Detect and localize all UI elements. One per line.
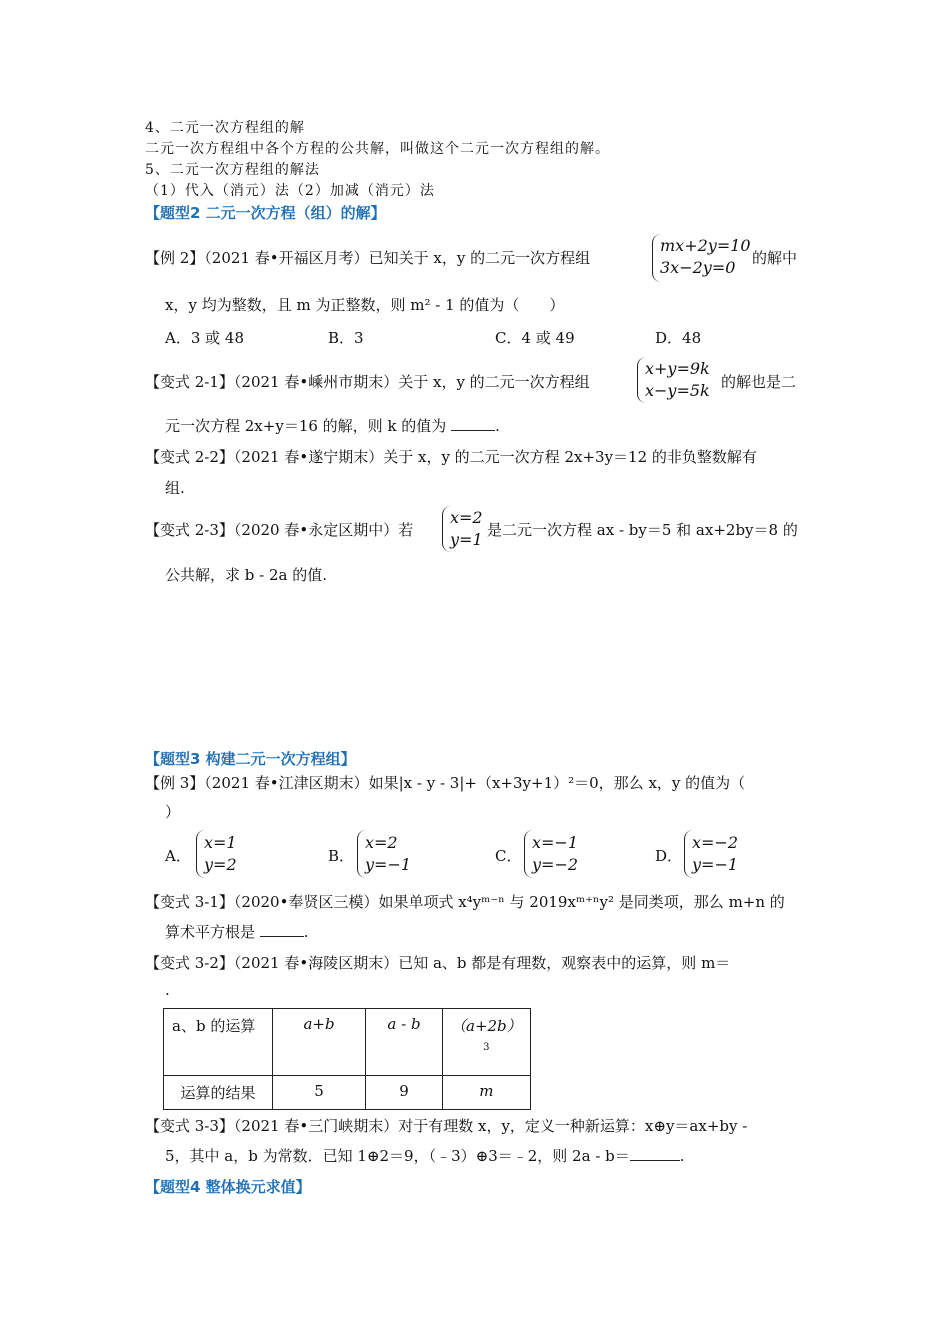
section-3-heading: 【题型3 构建二元一次方程组】 [145, 750, 356, 768]
variant-3-3-line-2 [165, 1146, 685, 1166]
variant-3-3-line-1: 【变式 3-3】（2021 春•三门峡期末）对于有理数 x，y，定义一种新运算：x⊕y＝ax+by - [145, 1117, 748, 1135]
variant-2-2-line-2: 组. [165, 479, 185, 497]
operation-table [163, 1008, 531, 1110]
equation: x=−1 [532, 833, 579, 852]
option-a-label: A． [165, 847, 191, 865]
equation: x=2 [450, 508, 483, 527]
equation: x+y=9k [645, 359, 710, 378]
table-row [164, 1076, 531, 1110]
section-2-heading: 【题型2 二元一次方程（组）的解】 [145, 204, 386, 222]
equation: x=1 [204, 833, 237, 852]
option-c-label: C． [495, 847, 522, 865]
answer-blank[interactable] [260, 922, 304, 937]
option-a-system [196, 832, 237, 876]
example-2-tail: 的解中 [752, 249, 798, 267]
intro-line-3: 5、二元一次方程组的解法 [145, 162, 320, 178]
period: . [303, 923, 309, 941]
equation: x=−2 [692, 833, 739, 852]
example-2-system [652, 235, 751, 279]
option-c: C．4 或 49 [495, 329, 575, 347]
equation: y=−1 [365, 855, 412, 874]
equation: y=1 [450, 530, 483, 549]
variant-2-1-lead: 【变式 2-1】（2021 春•嵊州市期末）关于 x，y 的二元一次方程组 [145, 373, 590, 391]
table-cell: 运算的结果 [164, 1076, 273, 1110]
variant-2-3-tail: 是二元一次方程 ax - by＝5 和 ax+2by＝8 的 [487, 521, 798, 539]
variant-2-3-system [442, 507, 483, 551]
variant-3-2-line-1: 【变式 3-2】（2021 春•海陵区期末）已知 a、b 都是有理数，观察表中的运算，则 m＝ [145, 954, 731, 972]
equation: x−y=5k [645, 381, 710, 400]
period: . [495, 417, 500, 435]
example-3-line-2: ） [165, 803, 181, 821]
table-row [164, 1009, 531, 1076]
period: . [679, 1147, 685, 1165]
equation: y=−2 [532, 855, 579, 874]
question-text: 元一次方程 2x+y＝16 的解，则 k 的值为 [165, 417, 447, 435]
cell-line: （a+2b） [451, 1017, 522, 1035]
variant-2-1-line-2 [165, 416, 500, 436]
table-cell: a、b 的运算 [164, 1009, 273, 1076]
equation: x=2 [365, 833, 398, 852]
option-d-system [684, 832, 738, 876]
variant-2-1-system [637, 358, 710, 402]
equation: mx+2y=10 [660, 236, 751, 255]
table-cell [443, 1009, 531, 1076]
variant-2-3-line-2: 公共解，求 b - 2a 的值. [165, 566, 327, 584]
question-text: 算术平方根是 [165, 923, 256, 941]
option-d-label: D． [655, 847, 683, 865]
option-a: A．3 或 48 [165, 329, 244, 347]
equation: y=2 [204, 855, 237, 874]
answer-blank[interactable] [630, 1146, 680, 1161]
table-cell: a+b [273, 1009, 366, 1076]
cell-exponent: 3 [483, 1042, 490, 1053]
intro-line-2: 二元一次方程组中各个方程的公共解，叫做这个二元一次方程组的解。 [145, 141, 610, 157]
option-c-system [524, 832, 578, 876]
option-b: B．3 [328, 329, 364, 347]
table-cell: 5 [273, 1076, 366, 1110]
example-2-line-2: x，y 均为整数，且 m 为正整数，则 m² - 1 的值为（ ） [165, 296, 565, 314]
equation: 3x−2y=0 [660, 258, 736, 277]
variant-2-2-line-1: 【变式 2-2】（2021 春•遂宁期末）关于 x，y 的二元一次方程 2x+3y＝12 的非负整数解有 [145, 448, 757, 466]
table-cell: a - b [366, 1009, 443, 1076]
option-b-system [357, 832, 411, 876]
intro-line-1: 4、二元一次方程组的解 [145, 120, 305, 136]
variant-3-1-line-1: 【变式 3-1】（2020•奉贤区三模）如果单项式 x⁴yᵐ⁻ⁿ 与 2019xᵐ⁺ⁿy² 是同类项，那么 m+n 的 [145, 893, 785, 911]
equation: y=−1 [692, 855, 739, 874]
table-cell: m [443, 1076, 531, 1110]
example-2-lead: 【例 2】（2021 春•开福区月考）已知关于 x，y 的二元一次方程组 [145, 249, 591, 267]
variant-2-3-lead: 【变式 2-3】（2020 春•永定区期中）若 [145, 521, 414, 539]
answer-blank[interactable] [451, 416, 495, 431]
option-b-label: B． [328, 847, 355, 865]
intro-line-4: （1）代入（消元）法（2）加减（消元）法 [145, 183, 435, 199]
variant-3-1-line-2 [165, 922, 309, 942]
question-text: 5，其中 a，b 为常数．已知 1⊕2＝9，（﹣3）⊕3＝﹣2，则 2a - b＝ [165, 1147, 630, 1165]
variant-2-1-tail: 的解也是二 [721, 373, 797, 391]
option-d: D．48 [655, 329, 702, 347]
variant-3-2-line-2: . [165, 981, 170, 999]
example-3-line-1: 【例 3】（2021 春•江津区期末）如果|x - y - 3|+（x+3y+1）²＝0，那么 x，y 的值为（ [145, 774, 746, 792]
section-4-heading: 【题型4 整体换元求值】 [145, 1178, 311, 1196]
table-cell: 9 [366, 1076, 443, 1110]
